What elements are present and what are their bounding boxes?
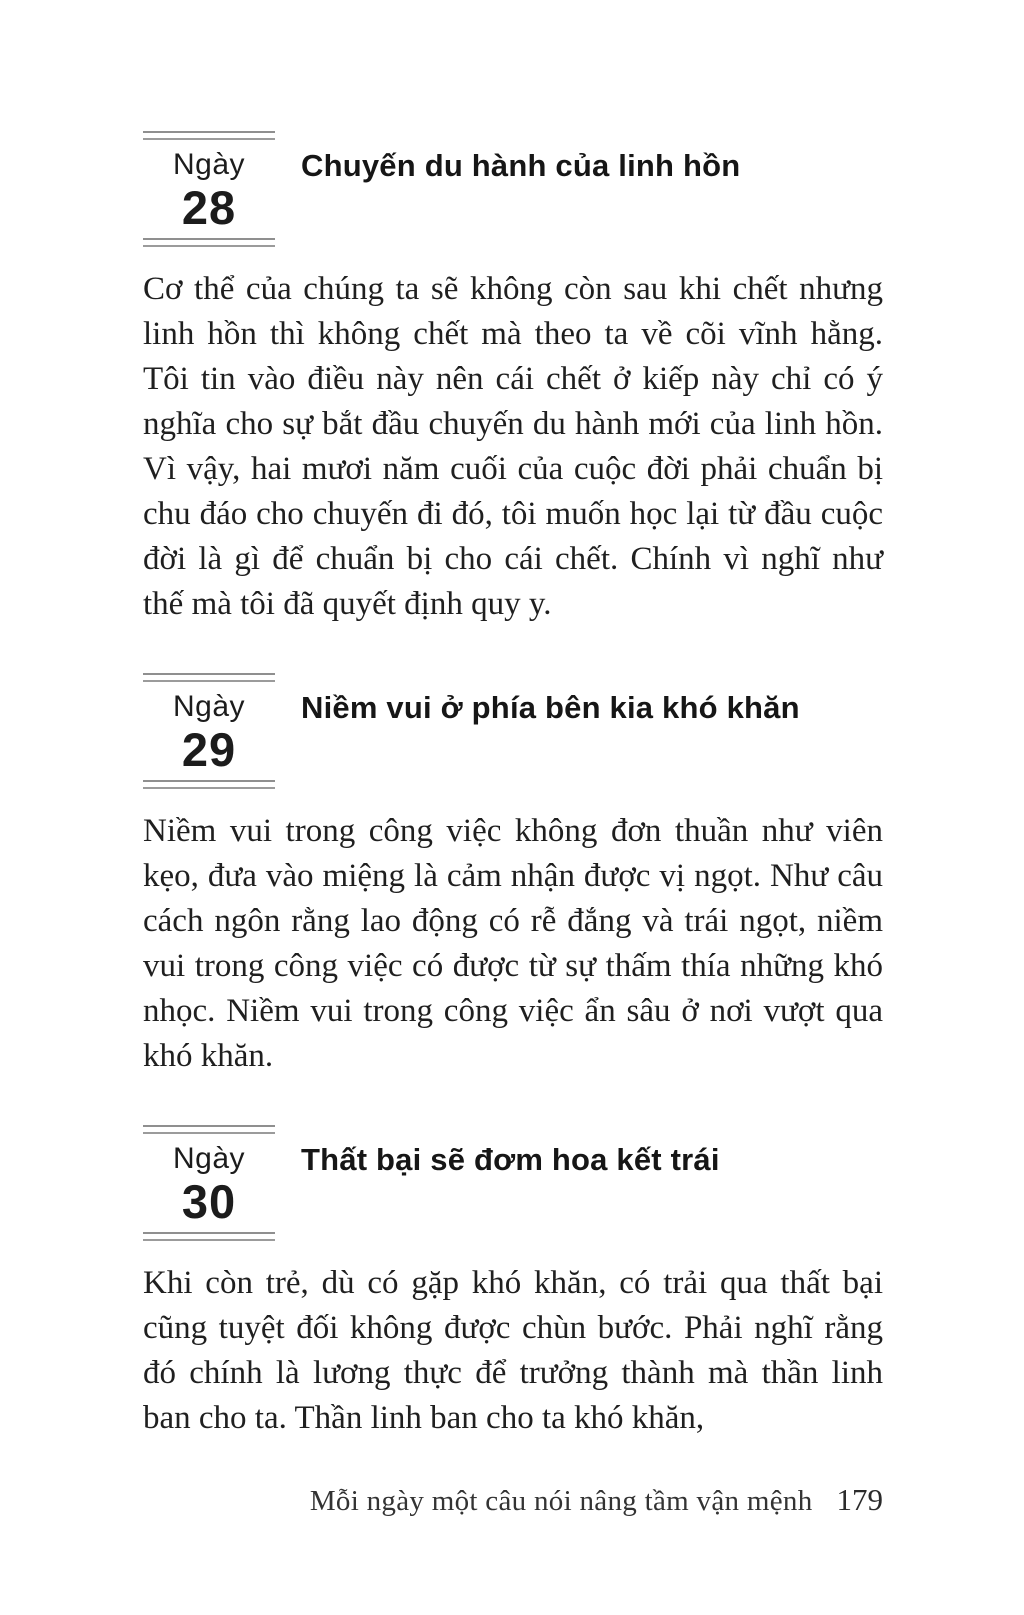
badge-bottom-rule xyxy=(143,1232,275,1241)
badge-bottom-rule xyxy=(143,238,275,247)
day-section-28 xyxy=(143,131,883,627)
day-number: 30 xyxy=(181,1175,237,1228)
badge-bottom-rule xyxy=(143,780,275,789)
day-badge xyxy=(143,673,275,789)
badge-top-rule xyxy=(143,673,275,682)
section-header xyxy=(143,131,883,247)
day-section-30 xyxy=(143,1125,883,1441)
section-body-text: Khi còn trẻ, dù có gặp khó khăn, có trải qua thất bại cũng tuyệt đối không được chùn bước. Phải nghĩ rằng đó chính là lương thực để trưởng thành mà thần linh ban cho ta. Thần linh ban cho ta khó khăn, xyxy=(143,1265,883,1436)
section-body-text: Niềm vui trong công việc không đơn thuần như viên kẹo, đưa vào miệng là cảm nhận được vị ngọt. Như câu cách ngôn rằng lao động có rễ đắng và trái ngọt, niềm vui trong công việc có được từ sự thấm thía những khó nhọc. Niềm vui trong công việc ẩn sâu ở nơi vượt qua khó khăn. xyxy=(143,813,883,1074)
section-title: Thất bại sẽ đơm hoa kết trái xyxy=(301,1142,720,1177)
day-badge xyxy=(143,131,275,247)
page-number: 179 xyxy=(836,1482,883,1517)
page-content xyxy=(143,131,883,1441)
day-badge xyxy=(143,1125,275,1241)
day-number: 29 xyxy=(181,723,237,776)
day-label: Ngày xyxy=(172,148,246,181)
section-body-text: Cơ thể của chúng ta sẽ không còn sau khi chết nhưng linh hồn thì không chết mà theo ta về cõi vĩnh hằng. Tôi tin vào điều này nên cái chết ở kiếp này chỉ có ý nghĩa cho sự bắt đầu chuyến du hành mới của linh hồn. Vì vậy, hai mươi năm cuối của cuộc đời phải chuẩn bị chu đáo cho chuyến đi đó, tôi muốn học lại từ đầu cuộc đời là gì để chuẩn bị cho cái chết. Chính vì nghĩ như thế mà tôi đã quyết định quy y. xyxy=(143,271,883,622)
badge-top-rule xyxy=(143,1125,275,1134)
section-header xyxy=(143,1125,883,1241)
badge-top-rule xyxy=(143,131,275,140)
section-header xyxy=(143,673,883,789)
section-title: Niềm vui ở phía bên kia khó khăn xyxy=(301,690,800,725)
section-title: Chuyến du hành của linh hồn xyxy=(301,148,741,183)
day-label: Ngày xyxy=(172,1142,246,1175)
day-section-29 xyxy=(143,673,883,1079)
page-footer xyxy=(143,1482,883,1518)
day-label: Ngày xyxy=(172,690,246,723)
day-number: 28 xyxy=(181,181,237,234)
running-title: Mỗi ngày một câu nói nâng tầm vận mệnh xyxy=(309,1485,813,1517)
